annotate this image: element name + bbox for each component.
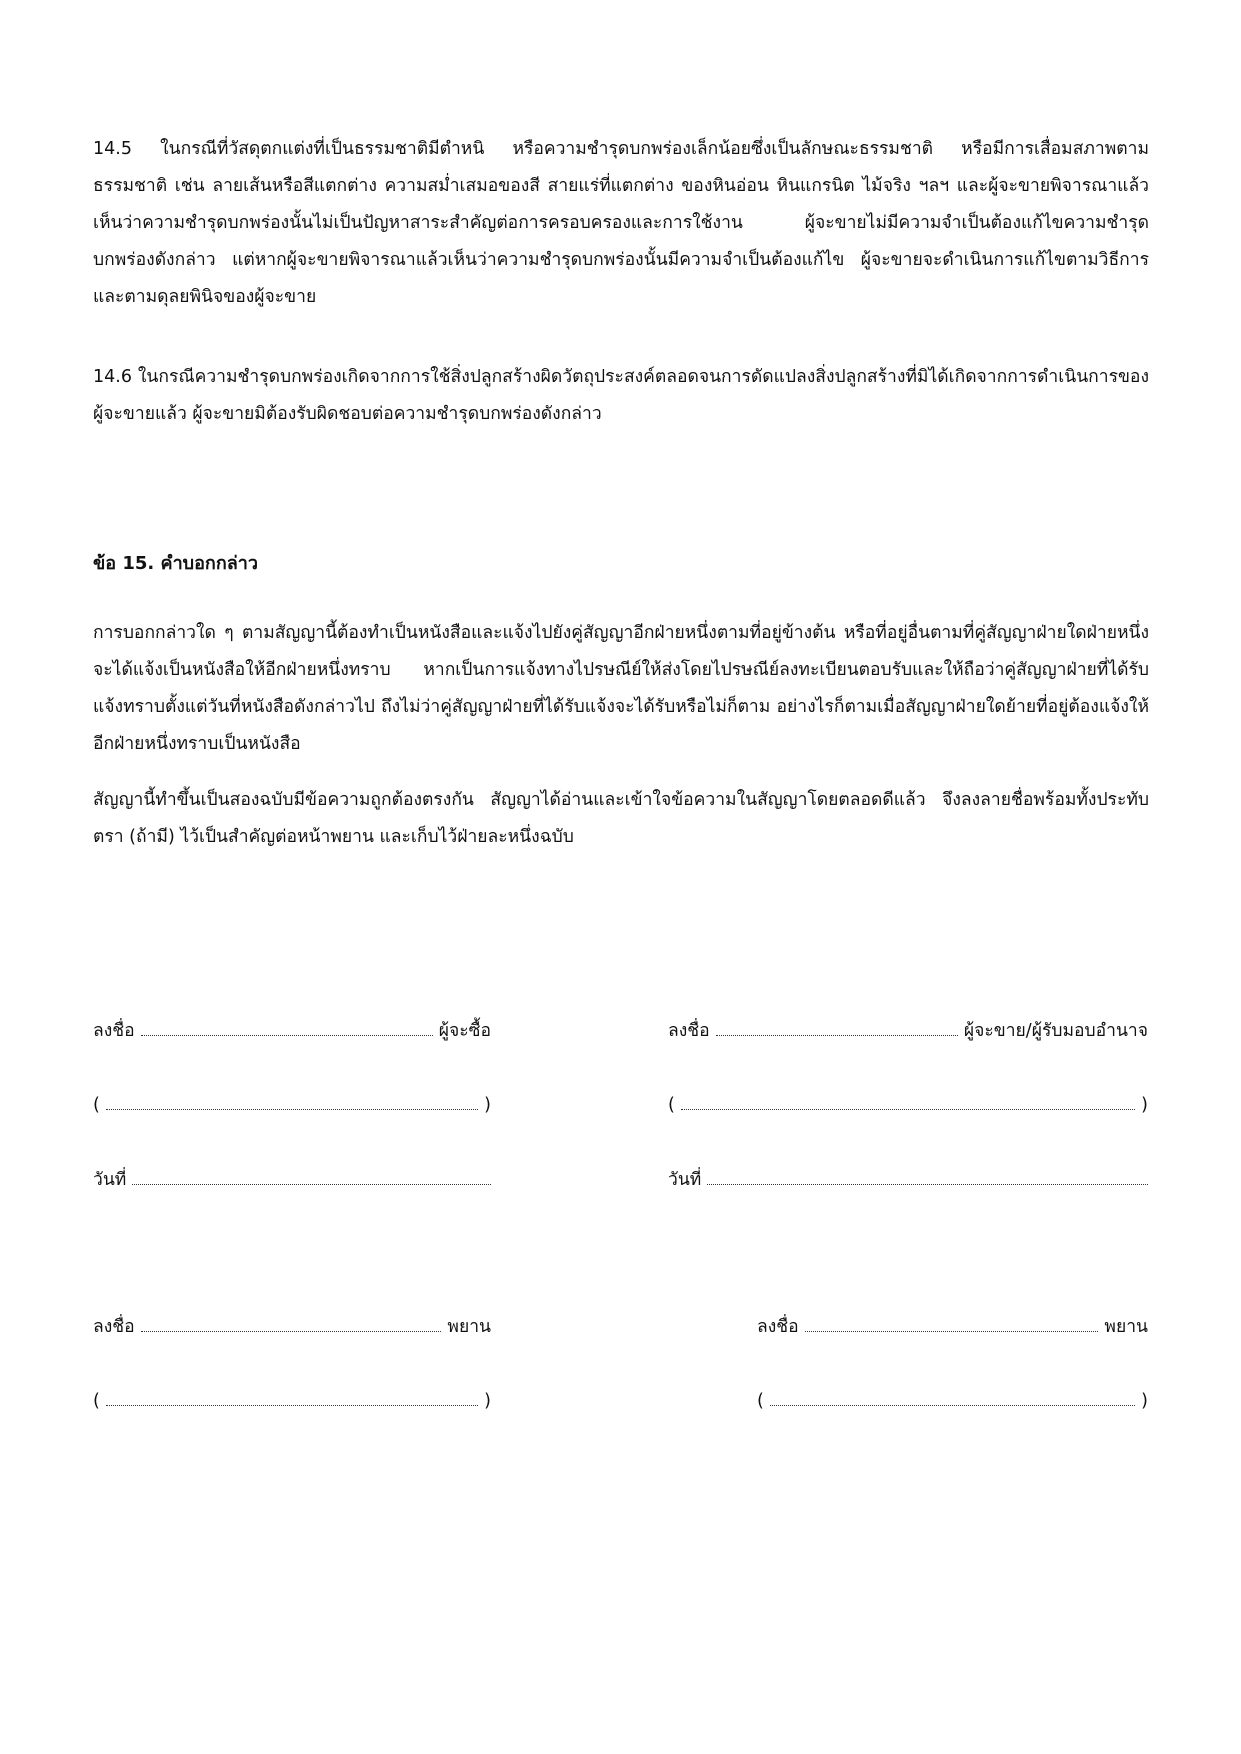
sign-label: ลงชื่อ: [93, 1317, 135, 1337]
buyer-role-label: ผู้จะซื้อ: [438, 1021, 491, 1041]
sign-label: ลงชื่อ: [757, 1317, 799, 1337]
clause-14-6: 14.6 ในกรณีความชำรุดบกพร่องเกิดจากการใช้สิ่งปลูกสร้างผิดวัตถุประสงค์ตลอดจนการดัดแปลงสิ่งปลูกสร้างที่มิได้เกิดจากการดำเนินการของผู้จะขายแล้ว ผู้จะขายมิต้องรับผิดชอบต่อความชำรุดบกพร่องดังกล่าว: [93, 367, 1149, 424]
signature-field[interactable]: [805, 1313, 1099, 1332]
clause-15-body: การบอกกล่าวใด ๆ ตามสัญญานี้ต้องทำเป็นหนังสือและแจ้งไปยังคู่สัญญาอีกฝ่ายหนึ่งตามที่อยู่ข้างต้น หรือที่อยู่อื่นตามที่คู่สัญญาฝ่ายใดฝ่ายหนึ่งจะได้แจ้งเป็นหนังสือให้อีกฝ่ายหนึ่งทราบ หากเป็นการแจ้งทางไปรษณีย์ให้ส่งโดยไปรษณีย์ลงทะเบียนตอบรับและให้ถือว่าคู่สัญญาฝ่ายที่ได้รับแจ้งทราบตั้งแต่วันที่หนังสือดังกล่าวไป ถึงไม่ว่าคู่สัญญาฝ่ายที่ได้รับแจ้งจะได้รับหรือไม่ก็ตาม อย่างไรก็ตามเมื่อสัญญาฝ่ายใดย้ายที่อยู่ต้องแจ้งให้อีกฝ่ายหนึ่งทราบเป็นหนังสือ: [93, 623, 1149, 754]
signature-field[interactable]: [716, 1017, 958, 1036]
witness-1-name-line: [93, 1386, 491, 1416]
buyer-sign-line: [93, 1016, 491, 1046]
close-paren: ): [1141, 1095, 1148, 1115]
closing-statement: สัญญานี้ทำขึ้นเป็นสองฉบับมีข้อความถูกต้องตรงกัน สัญญาได้อ่านและเข้าใจข้อความในสัญญาโดยตลอดดีแล้ว จึงลงลายชื่อพร้อมทั้งประทับตรา (ถ้ามี) ไว้เป็นสำคัญต่อหน้าพยาน และเก็บไว้ฝ่ายละหนึ่งฉบับ: [93, 790, 1149, 847]
date-label: วันที่: [668, 1170, 702, 1190]
seller-date-line: [668, 1165, 1148, 1195]
name-field[interactable]: [770, 1387, 1135, 1406]
open-paren: (: [757, 1391, 764, 1411]
date-field[interactable]: [707, 1166, 1148, 1185]
signature-field[interactable]: [141, 1313, 442, 1332]
close-paren: ): [484, 1095, 491, 1115]
buyer-name-line: [93, 1090, 491, 1120]
open-paren: (: [93, 1095, 100, 1115]
clause-14-5: 14.5 ในกรณีที่วัสดุตกแต่งที่เป็นธรรมชาติมีตำหนิ หรือความชำรุดบกพร่องเล็กน้อยซึ่งเป็นลักษณะธรรมชาติ หรือมีการเสื่อมสภาพตามธรรมชาติ เช่น ลายเส้นหรือสีแตกต่าง ความสม่ำเสมอของสี สายแร่ที่แตกต่าง ของหินอ่อน หินแกรนิต ไม้จริง ฯลฯ และผู้จะขายพิจารณาแล้วเห็นว่าความชำรุดบกพร่องนั้นไม่เป็นปัญหาสาระสำคัญต่อการครอบครองและการใช้งาน ผู้จะขายไม่มีความจำเป็นต้องแก้ไขความชำรุดบกพร่องดังกล่าว แต่หากผู้จะขายพิจารณาแล้วเห็นว่าความชำรุดบกพร่องนั้นมีความจำเป็นต้องแก้ไข ผู้จะขายจะดำเนินการแก้ไขตามวิธีการและตามดุลยพินิจของผู้จะขาย: [93, 139, 1149, 307]
witness-role-label: พยาน: [447, 1317, 491, 1337]
name-field[interactable]: [106, 1387, 478, 1406]
sign-label: ลงชื่อ: [668, 1021, 710, 1041]
sign-label: ลงชื่อ: [93, 1021, 135, 1041]
seller-sign-line: [668, 1016, 1148, 1046]
open-paren: (: [668, 1095, 675, 1115]
open-paren: (: [93, 1391, 100, 1411]
date-field[interactable]: [132, 1166, 491, 1185]
witness-role-label: พยาน: [1104, 1317, 1148, 1337]
close-paren: ): [1141, 1391, 1148, 1411]
name-field[interactable]: [681, 1091, 1135, 1110]
witness-1-sign-line: [93, 1312, 491, 1342]
seller-role-label: ผู้จะขาย/ผู้รับมอบอำนาจ: [963, 1021, 1148, 1041]
signature-field[interactable]: [141, 1017, 433, 1036]
buyer-date-line: [93, 1165, 491, 1195]
witness-2-sign-line: [757, 1312, 1148, 1342]
date-label: วันที่: [93, 1170, 127, 1190]
seller-name-line: [668, 1090, 1148, 1120]
clause-15-heading: ข้อ 15. คำบอกกล่าว: [93, 553, 258, 574]
close-paren: ): [484, 1391, 491, 1411]
name-field[interactable]: [106, 1091, 478, 1110]
witness-2-name-line: [757, 1386, 1148, 1416]
